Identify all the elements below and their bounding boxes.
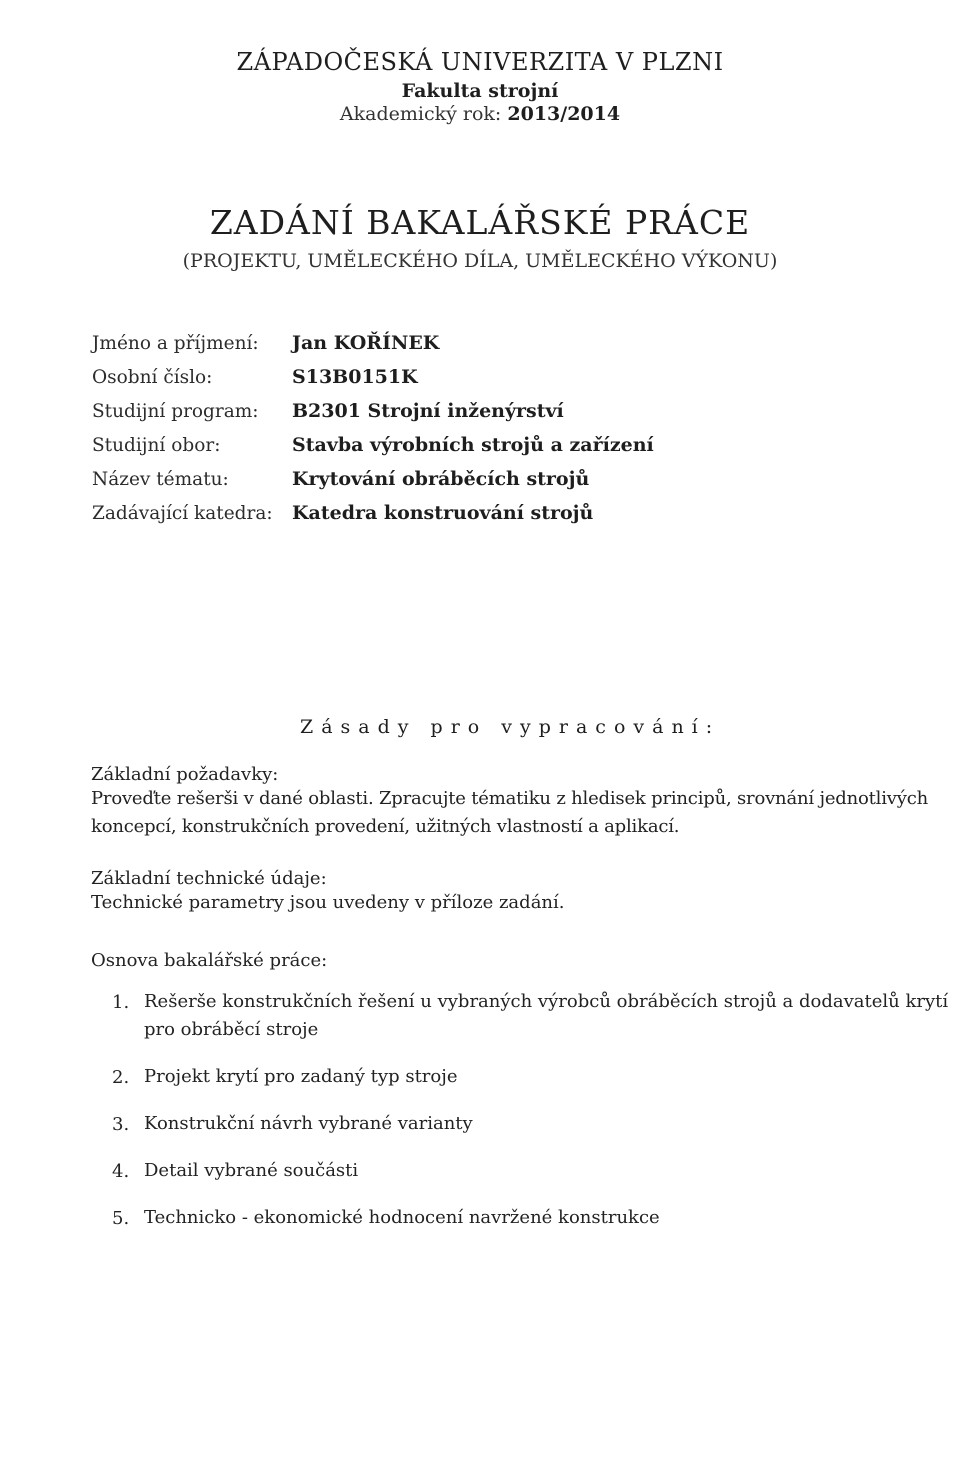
info-value: Katedra konstruování strojů — [292, 502, 594, 524]
list-item-text: Detail vybrané součásti — [144, 1160, 359, 1181]
list-item-text — [144, 988, 948, 1044]
info-value: Stavba výrobních strojů a zařízení — [292, 434, 654, 456]
technical-data-text: Technické parametry jsou uvedeny v příloze zadání. — [91, 892, 565, 913]
info-label: Studijní program: — [92, 401, 259, 422]
list-item-text: Technicko - ekonomické hodnocení navržené konstrukce — [144, 1207, 660, 1228]
student-info — [92, 332, 892, 536]
technical-data-label: Základní technické údaje: — [91, 868, 327, 889]
list-item — [112, 1208, 957, 1232]
basic-requirements-line-2: koncepcí, konstrukčních provedení, užitných vlastností a aplikací. — [91, 816, 680, 837]
faculty-name: Fakulta strojní — [401, 80, 559, 102]
info-label: Jméno a příjmení: — [92, 333, 259, 354]
outline-list — [112, 992, 957, 1255]
basic-requirements-section — [91, 764, 951, 841]
list-item — [112, 1161, 957, 1185]
info-label: Zadávající katedra: — [92, 503, 273, 524]
info-label: Osobní číslo: — [92, 367, 213, 388]
info-row-student-number — [92, 366, 892, 400]
principles-heading: Zásady pro vypracování: — [300, 716, 721, 738]
info-label: Studijní obor: — [92, 435, 221, 456]
outline-label: Osnova bakalářské práce: — [91, 950, 328, 971]
university-name: ZÁPADOČESKÁ UNIVERZITA V PLZNI — [236, 48, 724, 76]
list-item-line: Rešerše konstrukčních řešení u vybraných výrobců obráběcích strojů a dodavatelů krytí — [144, 991, 949, 1012]
document-subtitle: (PROJEKTU, UMĚLECKÉHO DÍLA, UMĚLECKÉHO VÝKONU) — [182, 250, 778, 272]
list-item-text: Projekt krytí pro zadaný typ stroje — [144, 1066, 458, 1087]
info-label: Název tématu: — [92, 469, 229, 490]
academic-year-label: Akademický rok: — [339, 103, 502, 125]
document-title: ZADÁNÍ BAKALÁŘSKÉ PRÁCE — [209, 203, 751, 242]
list-item-number: 2. — [112, 1067, 130, 1088]
list-item-line: pro obráběcí stroje — [144, 1019, 319, 1040]
list-item — [112, 1067, 957, 1091]
technical-data-section — [91, 868, 951, 917]
basic-requirements-line-1: Proveďte rešerši v dané oblasti. Zpracujte tématiku z hledisek principů, srovnání jednotlivých — [91, 788, 928, 809]
list-item — [112, 992, 957, 1044]
info-value: B2301 Strojní inženýrství — [292, 400, 564, 422]
list-item — [112, 1114, 957, 1138]
info-value: S13B0151K — [292, 366, 418, 388]
list-item-text: Konstrukční návrh vybrané varianty — [144, 1113, 473, 1134]
info-row-program — [92, 400, 892, 434]
list-item-number: 1. — [112, 992, 130, 1013]
info-row-field — [92, 434, 892, 468]
academic-year — [0, 103, 960, 125]
info-value: Jan KOŘÍNEK — [292, 332, 440, 354]
info-value: Krytování obráběcích strojů — [292, 468, 590, 490]
academic-year-value: 2013/2014 — [507, 103, 621, 125]
info-row-name — [92, 332, 892, 366]
basic-requirements-label: Základní požadavky: — [91, 764, 279, 785]
list-item-number: 5. — [112, 1208, 130, 1229]
list-item-number: 3. — [112, 1114, 130, 1135]
list-item-number: 4. — [112, 1161, 130, 1182]
info-row-department — [92, 502, 892, 536]
outline-section — [91, 950, 951, 971]
info-row-topic — [92, 468, 892, 502]
